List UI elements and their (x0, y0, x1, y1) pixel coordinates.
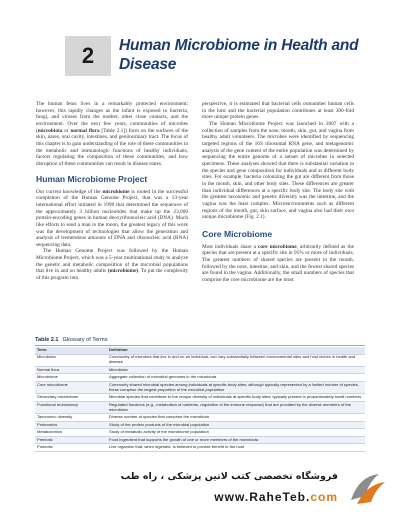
raheteb-logo-icon (345, 466, 389, 510)
site-url[interactable] (98, 490, 338, 504)
table-title: Glossary of Terms (62, 337, 108, 343)
definition-cell: Live organism that, when ingested, is believed to provide benefit to the host (107, 444, 365, 452)
hmp-paragraph-2: The Human Genome Project was followed by the Human Microbiome Project, which was a 5-year multinational study to analyze the genetic and metabolic composition of the microbial populations that live in and on healthy adults (microbiome). To put the complexity of this program into (36, 248, 188, 282)
table-header-definition: Definition (107, 347, 365, 354)
keyword-microbiome: microbiome (102, 188, 130, 195)
section-heading-core: Core Microbiome (202, 228, 273, 239)
table-row (35, 381, 365, 393)
definition-cell: Regulated functions (e.g., metabolism of nutrients, regulation of the immune response) that are provided by the diverse members of the microbiota (107, 401, 365, 413)
chapter-header (65, 36, 365, 76)
keyword-core-microbiome: core microbiome (258, 243, 297, 250)
left-column (36, 101, 188, 282)
definition-cell: Study of metabolic activity of the microbiome population (107, 429, 365, 437)
site-url-main: www.RaheTeb. (214, 490, 311, 504)
table-row (35, 414, 365, 422)
term-cell: Microbiome (35, 374, 107, 382)
definition-cell: Microbial species that contribute to the unique diversity of individuals at specific body sites; typically present in proportionately small numbers (107, 394, 365, 402)
term-cell: Functional redundancy (35, 401, 107, 413)
term-cell: Probiotic (35, 444, 107, 452)
definition-cell: Microbiota (107, 366, 365, 374)
table-row (35, 401, 365, 413)
chapter-number-box (65, 36, 111, 76)
continuation-paragraph: perspective, it is estimated that bacterial cells outnumber human cells in the host and the bacterial population contributes at least 300-fold more unique protein genes. (202, 101, 354, 121)
keyword-microbiome-paren: (microbiome) (107, 268, 139, 275)
chapter-number: 2 (81, 43, 95, 68)
term-cell: Secondary microbiome (35, 394, 107, 402)
term-cell: Proteomics (35, 421, 107, 429)
table-row (35, 429, 365, 437)
definition-cell: Study of the protein products of the microbial population (107, 421, 365, 429)
store-persian-text: فروشگاه تخصصی کتب لاتین پزشکی ، راه طب (120, 471, 338, 482)
term-cell: Normal flora (35, 366, 107, 374)
keyword-microbiota: microbiota (37, 127, 63, 134)
table-row (35, 374, 365, 382)
table-row (35, 366, 365, 374)
definition-cell: Commonly shared microbial species among individuals at specific body sites; although typically represented by a limited number of species, these comprise the largest proportion of the microbial population (107, 381, 365, 393)
right-column (202, 101, 354, 284)
table-caption (35, 337, 365, 346)
glossary-table-container (35, 337, 365, 452)
section-heading-hmp: Human Microbiome Project (36, 173, 148, 184)
table-header-term: Term (35, 347, 107, 354)
term-cell: Metabolomics (35, 429, 107, 437)
keyword-normal-flora: normal flora (70, 127, 100, 134)
watermark-footer (0, 464, 400, 512)
site-url-tail: com (310, 490, 338, 504)
definition-cell: Aggregate collection of microbial genomes in the microbiota (107, 374, 365, 382)
term-cell: Core microbiome (35, 381, 107, 393)
table-row (35, 444, 365, 452)
term-cell: Prebiotic (35, 436, 107, 444)
term-cell: Microbiota (35, 354, 107, 366)
chapter-title: Human Microbiome in Health and Disease (119, 37, 359, 73)
hmp-paragraph-1: Our current knowledge of the microbiome is rooted in the successful completion of the Human Genome Project, that was a 13-year international effort initiated in 1990 that determined the sequences of the approximately 3 billion nucleotides that make up the 23,000 protein-encoding genes in human deoxyribonucleic acid (DNA). Much like efforts to send a man to the moon, the greatest legacy of this work was the development of technologies that allow the generation and analysis of tremendous amounts of DNA and ribonucleic acid (RNA) sequencing data. (36, 188, 188, 248)
hmp-launch-paragraph: The Human Microbiome Project was launched in 2007 with a collection of samples from the nose, mouth, skin, gut, and vagina from healthy adult volunteers. The microbes were identified by sequencing targeted regions of the 16S ribosomal RNA gene, and metagenomic analysis of the gene content of the entire population was determined by sequencing the entire genome of a subset of microbes in selected specimens. These analyses showed that there is substantial variation in the species and gene composition for individuals and at different body sites. For example, bacteria colonizing the gut are different from those in the mouth, skin, and other body sites. These differences are greater than individual differences at a specific body site. The body site with the greatest taxonomic and genetic diversity was the intestine, and the vagina was the least complex. Microenvironments such as different regions of the mouth, gut, skin surface, and vagina also had their own unique microbiome (Fig. 2.1). (202, 120, 354, 221)
definition-cell: Diverse number of species that comprise the microbiota (107, 414, 365, 422)
core-microbiome-paragraph: Most individuals share a core microbiome, arbitrarily defined as the species that are present at a specific site in 95% or more of individuals. The greatest numbers of shared species are present in the mouth, followed by the nose, intestine, and skin, and the fewest shared species are found in the vagina. Additionally, the small numbers of species that comprise the core microbiome are the most (202, 243, 354, 284)
table-number: Table 2.1 (35, 337, 59, 343)
intro-paragraph: The human fetus lives in a remarkably protected environment; however, this rapidly changes as the infant is exposed to bacteria, fungi, and viruses from the mother, other close contacts, and the environment. Over the next few years, communities of microbes (microbiota or normal flora [Table 2.1]) form on the surfaces of the skin, nares, oral cavity, intestines, and genitourinary tract. The focus of this chapter is to gain understanding of the role of these communities in the metabolic and immunologic functions of healthy individuals, factors regulating the composition of these communities, and how disruption of these communities can result in disease states. (36, 101, 189, 167)
table-row (35, 436, 365, 444)
definition-cell: Food ingredient that supports the growth of one or more members of the microbiota (107, 436, 365, 444)
table-row (35, 354, 365, 366)
glossary-table (35, 347, 365, 452)
definition-cell: Community of microbes that live in and on an individual; can vary substantially between environmental sites and host niches in health and disease (107, 354, 365, 366)
term-cell: Taxonomic diversity (35, 414, 107, 422)
table-header-row (35, 347, 365, 354)
table-row (35, 421, 365, 429)
table-row (35, 394, 365, 402)
